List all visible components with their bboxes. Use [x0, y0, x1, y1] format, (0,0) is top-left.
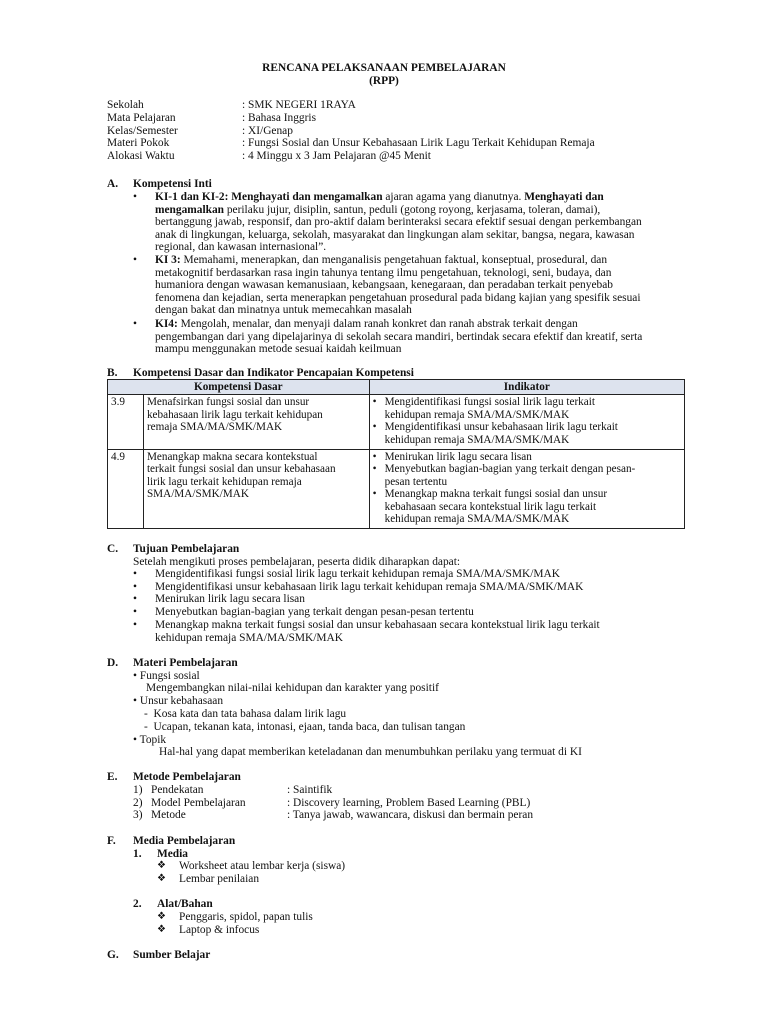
section-letter: G. [107, 949, 119, 961]
text-line: dengan bakat dan minatnya untuk memecahkan masalah [155, 304, 412, 317]
metode-number: 2) [133, 797, 143, 809]
alat-number: 2. [133, 898, 142, 910]
plain-text: perilaku jujur, disiplin, santun, peduli (gotong royong, kerjasama, toleran, damai), [223, 203, 601, 216]
text-line: regional, dan kawasan internasional”. [155, 241, 327, 254]
materi-subitem-text: Kosa kata dan tata bahasa dalam lirik lagu [153, 708, 347, 720]
table-row [108, 450, 685, 529]
section-g-heading [107, 949, 210, 962]
ki-4-item [133, 318, 695, 356]
bold-text: mengamalkan [155, 203, 224, 216]
section-c-heading [107, 543, 239, 556]
identity-block [107, 99, 595, 163]
metode-value: : Tanya jawab, wawancara, diskusi dan bermain peran [287, 809, 534, 821]
bullet-icon: • [133, 191, 137, 203]
section-f-heading [107, 835, 235, 848]
section-a-heading [107, 178, 212, 191]
section-title: Materi Pembelajaran [133, 657, 238, 669]
bold-text: Menghayati dan [524, 191, 604, 203]
section-title: Sumber Belajar [133, 949, 211, 961]
metode-number: 3) [133, 809, 143, 821]
text-line [155, 318, 695, 331]
metode-row [133, 797, 530, 810]
text-line: Laptop & infocus [179, 924, 260, 936]
bullet-icon: • [133, 695, 137, 707]
title-line-2: (RPP) [369, 75, 399, 87]
diamond-bullet-icon: ❖ [157, 860, 166, 871]
kd-number: 4.9 [108, 450, 144, 529]
section-letter: D. [107, 657, 119, 669]
materi-bullet-label: Topik [139, 734, 167, 746]
text-line: Menirukan lirik lagu secara lisan [155, 593, 305, 605]
text-line: kehidupan remaja SMA/MA/SMK/MAK [155, 631, 343, 644]
metode-value: : Saintifik [287, 784, 333, 796]
text-line: terkait fungsi sosial dan unsur kebahasaan [146, 463, 336, 476]
identity-row [107, 137, 595, 150]
indicator-item [373, 396, 681, 421]
text-line: remaja SMA/MA/SMK/MAK [146, 421, 283, 434]
tujuan-item [133, 568, 560, 581]
text-line: mampu menggunakan metode sesuai kaidah keilmuan [155, 343, 402, 356]
text-line: kebahasaan lirik lagu terkait kehidupan [146, 408, 323, 421]
materi-bullet [133, 734, 166, 747]
text-line: fenomena dan kejadian, serta menerapkan pengetahuan prosedural pada bidang kajian yang spesifik sesuai [155, 291, 641, 304]
text-line: kehidupan remaja SMA/MA/SMK/MAK [384, 408, 570, 421]
identity-row [107, 112, 595, 125]
identity-value: : Fungsi Sosial dan Unsur Kebahasaan Lirik Lagu Terkait Kehidupan Remaja [242, 137, 595, 150]
text-line: Menangkap makna terkait fungsi sosial dan unsur [384, 488, 608, 501]
section-letter: E. [107, 771, 118, 783]
text-line: Menangkap makna secara kontekstual [146, 451, 318, 464]
bold-text: KI 3: [155, 254, 181, 266]
diamond-bullet-icon: ❖ [157, 924, 166, 935]
column-header-kd: Kompetensi Dasar [108, 380, 370, 395]
identity-value: : 4 Minggu x 3 Jam Pelajaran @45 Menit [242, 150, 431, 163]
materi-text: Mengembangkan nilai-nilai kehidupan dan karakter yang positif [146, 682, 439, 694]
media-title: Media [157, 848, 189, 860]
alat-item [157, 911, 313, 924]
tujuan-item [133, 619, 600, 644]
text-line: Mengidentifikasi fungsi sosial lirik lagu terkait [384, 396, 595, 409]
text-line: Menyebutkan bagian-bagian yang terkait dengan pesan- [384, 463, 636, 476]
section-title: Tujuan Pembelajaran [133, 543, 240, 555]
indicator-list [369, 450, 684, 529]
materi-subitem [144, 721, 465, 734]
kd-text [143, 395, 369, 450]
metode-key: Model Pembelajaran [151, 797, 246, 809]
media-item [157, 860, 346, 873]
section-b-heading [107, 367, 414, 380]
kd-text [143, 450, 369, 529]
section-title: Kompetensi Dasar dan Indikator Pencapaian Kompetensi [133, 367, 414, 379]
title-line-1: RENCANA PELAKSANAAN PEMBELAJARAN [262, 62, 506, 74]
identity-value: : SMK NEGERI 1RAYA [242, 99, 356, 111]
kd-number: 3.9 [108, 395, 144, 450]
ki-3-item [133, 254, 695, 317]
identity-key: Materi Pokok [107, 137, 170, 150]
text-line: kebahasaan secara kontekstual lirik lagu terkait [384, 500, 597, 513]
dash-icon: - [144, 721, 148, 733]
materi-subitem [144, 708, 346, 721]
alat-subheading [133, 898, 213, 911]
bullet-icon: • [372, 463, 377, 476]
bullet-icon: • [133, 254, 137, 266]
identity-value: : Bahasa Inggris [242, 111, 317, 124]
bullet-icon: • [133, 568, 137, 580]
text-line: kehidupan remaja SMA/MA/SMK/MAK [384, 433, 570, 446]
identity-key: Kelas/Semester [107, 124, 178, 137]
text-line: Mengidentifikasi unsur kebahasaan lirik lagu terkait [384, 421, 618, 434]
materi-bullet [133, 670, 200, 683]
identity-key: Alokasi Waktu [107, 150, 175, 163]
column-header-indicator: Indikator [369, 380, 684, 395]
text-line [155, 254, 695, 267]
materi-bullet [133, 695, 223, 708]
bullet-icon: • [133, 606, 137, 618]
metode-row [133, 784, 332, 797]
text-line: kehidupan remaja SMA/MA/SMK/MAK [384, 513, 570, 526]
bold-text: KI4: [155, 318, 178, 330]
plain-text: Mengolah, menalar, dan menyaji dalam ranah konkret dan ranah abstrak terkait dengan [177, 318, 578, 330]
bullet-icon: • [372, 396, 377, 409]
bullet-icon: • [133, 670, 137, 682]
text-line: pengembangan dari yang dipelajarinya di sekolah secara mandiri, bertindak secara efektif dan kreatif, serta [155, 330, 643, 343]
text-line: Mengidentifikasi fungsi sosial lirik lagu terkait kehidupan remaja SMA/MA/SMK/MAK [155, 568, 560, 580]
section-letter: F. [107, 835, 116, 847]
bullet-icon: • [133, 593, 137, 605]
section-letter: C. [107, 543, 119, 555]
table-header-row [108, 380, 685, 395]
text-line: Penggaris, spidol, papan tulis [179, 911, 313, 923]
dash-icon: - [144, 708, 148, 720]
text-line: Menyebutkan bagian-bagian yang terkait dengan pesan-pesan tertentu [155, 606, 474, 618]
section-letter: B. [107, 367, 118, 379]
text-line: Menirukan lirik lagu secara lisan [384, 451, 532, 464]
text-line: Worksheet atau lembar kerja (siswa) [179, 860, 346, 872]
media-number: 1. [133, 848, 142, 860]
bold-text: KI-1 dan KI-2: Menghayati dan mengamalkan [155, 191, 383, 203]
materi-text: Hal-hal yang dapat memberikan keteladanan dan menumbuhkan perilaku yang termuat di KI [159, 746, 582, 758]
identity-key: Sekolah [107, 99, 144, 111]
text-line: bertanggung jawab, responsif, dan pro-aktif dalam berinteraksi secara efektif sesuai dengan perkembangan [155, 216, 642, 229]
bullet-icon: • [133, 318, 137, 330]
metode-value: : Discovery learning, Problem Based Learning (PBL) [287, 797, 531, 809]
document-title [0, 62, 768, 88]
materi-bullet-label: Fungsi sosial [139, 670, 200, 682]
plain-text: ajaran agama yang dianutnya. [382, 191, 525, 203]
indicator-item [373, 463, 681, 488]
media-subheading [133, 848, 188, 861]
section-e-heading [107, 771, 241, 784]
metode-key: Pendekatan [151, 784, 204, 796]
bullet-icon: • [372, 451, 377, 464]
section-title: Kompetensi Inti [133, 178, 212, 190]
indicator-item [373, 488, 681, 525]
section-letter: A. [107, 178, 119, 190]
identity-row [107, 150, 595, 163]
text-line: lirik lagu terkait kehidupan remaja [146, 475, 302, 488]
text-line [155, 204, 695, 217]
tujuan-intro: Setelah mengikuti proses pembelajaran, peserta didik diharapkan dapat: [133, 556, 461, 568]
alat-item [157, 924, 260, 937]
tujuan-item [133, 593, 305, 606]
tujuan-item [133, 581, 584, 594]
kd-indicator-table [107, 379, 685, 529]
diamond-bullet-icon: ❖ [157, 873, 166, 884]
identity-row [107, 125, 595, 138]
text-line: metakognitif berdasarkan rasa ingin tahunya tentang ilmu pengetahuan, teknologi, seni, budaya, dan [155, 266, 612, 279]
metode-key: Metode [151, 809, 186, 821]
indicator-item [373, 421, 681, 446]
text-line: humaniora dengan wawasan kemanusiaan, kebangsaan, kenegaraan, dan peradaban terkait penyebab [155, 279, 613, 292]
table-row [108, 395, 685, 450]
diamond-bullet-icon: ❖ [157, 911, 166, 922]
ki-1-2-item [133, 191, 695, 254]
section-d-heading [107, 657, 238, 670]
metode-number: 1) [133, 784, 143, 796]
identity-row [107, 99, 595, 112]
materi-subitem-text: Ucapan, tekanan kata, intonasi, ejaan, tanda baca, dan tulisan tangan [153, 721, 466, 733]
bullet-icon: • [133, 734, 137, 746]
alat-title: Alat/Bahan [157, 898, 213, 910]
section-title: Media Pembelajaran [133, 835, 236, 847]
text-line: Lembar penilaian [179, 873, 260, 885]
text-line: anak di lingkungan, keluarga, sekolah, masyarakat dan lingkungan alam sekitar, bangsa, negara, kawasan [155, 228, 635, 241]
text-line: Mengidentifikasi unsur kebahasaan lirik lagu terkait kehidupan remaja SMA/MA/SMK/MAK [155, 581, 584, 593]
text-line: SMA/MA/SMK/MAK [146, 488, 249, 501]
tujuan-item [133, 606, 474, 619]
section-title: Metode Pembelajaran [133, 771, 241, 783]
text-line [155, 191, 695, 204]
bullet-icon: • [133, 619, 137, 631]
plain-text: Memahami, menerapkan, dan menganalisis pengetahuan faktual, konseptual, prosedural, dan [180, 254, 608, 266]
metode-row [133, 809, 533, 822]
bullet-icon: • [372, 488, 377, 501]
text-line: pesan tertentu [384, 475, 448, 488]
indicator-item [373, 451, 681, 463]
text-line: Menafsirkan fungsi sosial dan unsur [146, 396, 310, 409]
identity-value: : XI/Genap [242, 124, 293, 137]
bullet-icon: • [372, 421, 377, 434]
bullet-icon: • [133, 581, 137, 593]
materi-bullet-label: Unsur kebahasaan [139, 695, 224, 707]
text-line: Menangkap makna terkait fungsi sosial dan unsur kebahasaan secara kontekstual lirik lagu terkait [155, 619, 600, 631]
indicator-list [369, 395, 684, 450]
media-item [157, 873, 260, 886]
identity-key: Mata Pelajaran [107, 111, 176, 124]
